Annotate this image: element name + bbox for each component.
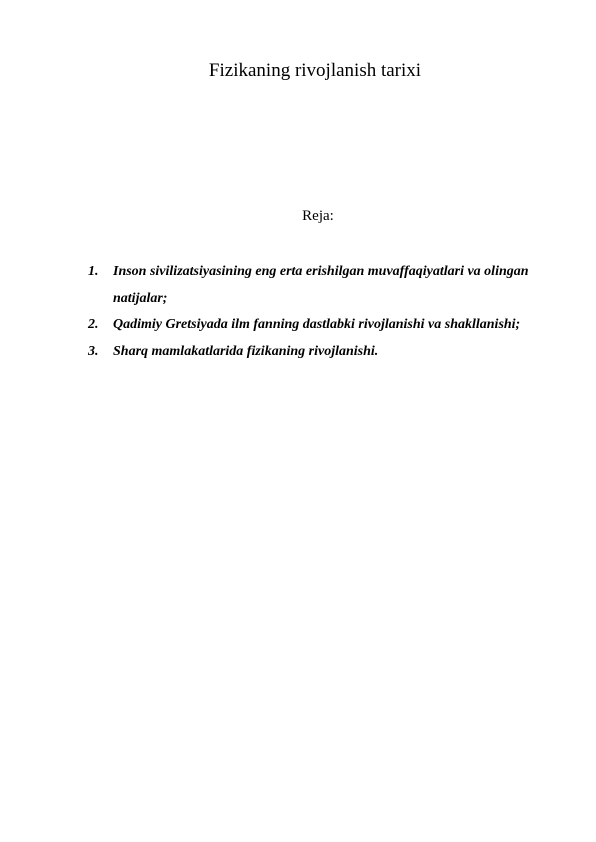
- plan-item-text: Inson sivilizatsiyasining eng erta erishilgan muvaffaqiyatlari va olingan natijalar;: [113, 264, 529, 306]
- document-title: Fizikaning rivojlanish tarixi: [208, 60, 422, 81]
- plan-heading: Reja:: [302, 208, 334, 224]
- plan-list: [88, 259, 548, 365]
- plan-item-2: [88, 312, 548, 339]
- plan-item-number: 1.: [88, 264, 99, 279]
- plan-item-number: 3.: [88, 343, 99, 359]
- plan-item-1: [88, 259, 548, 312]
- plan-item-text: Qadimiy Gretsiyada ilm fanning dastlabki rivojlanishi va shakllanishi;: [113, 317, 521, 332]
- plan-item-number: 2.: [88, 317, 99, 332]
- plan-item-text: Sharq mamlakatlarida fizikaning rivojlanishi.: [113, 343, 379, 359]
- plan-item-3: [88, 339, 548, 366]
